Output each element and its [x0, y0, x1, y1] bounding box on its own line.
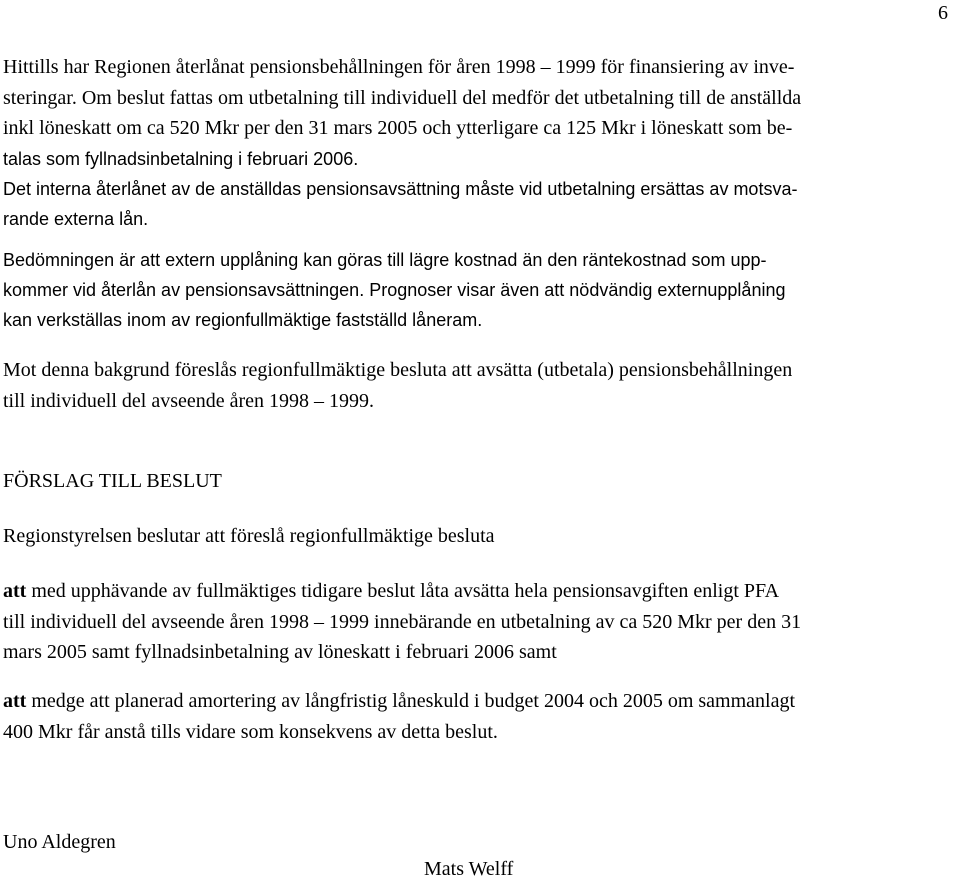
paragraph-financing [3, 52, 955, 234]
paragraph-assessment [3, 245, 955, 335]
clause-line: mars 2005 samt fyllnadsinbetalning av löneskatt i februari 2006 samt [3, 641, 557, 663]
page-number: 6 [938, 2, 948, 24]
paragraph-line: talas som fyllnadsinbetalning i februari 2006. [3, 148, 359, 169]
paragraph-line: Mot denna bakgrund föreslås regionfullmäktige besluta att avsätta (utbetala) pensionsbehållningen [3, 359, 793, 381]
decision-intro: Regionstyrelsen beslutar att föreslå regionfullmäktige besluta [3, 525, 495, 547]
paragraph-line: Bedömningen är att extern upplåning kan göras till lägre kostnad än den räntekostnad som upp- [3, 250, 767, 270]
clause-line: till individuell del avseende åren 1998 – 1999 innebärande en utbetalning av ca 520 Mkr per den 31 [3, 610, 802, 633]
paragraph-line: kan verkställas inom av regionfullmäktige fastställd låneram. [3, 310, 483, 330]
signature-second: Mats Welff [424, 858, 514, 880]
clause-text: med upphävande av fullmäktiges tidigare beslut låta avsätta hela pensionsavgiften enligt PFA [26, 580, 780, 602]
paragraph-background [3, 355, 955, 416]
paragraph-line: Hittills har Regionen återlånat pensionsbehållningen för åren 1998 – 1999 för finansiering av inve- [3, 56, 795, 78]
clause-text: medge att planerad amortering av långfristig låneskuld i budget 2004 och 2005 om sammanlagt [26, 690, 796, 712]
paragraph-line: till individuell del avseende åren 1998 – 1999. [3, 389, 375, 412]
paragraph-line: inkl löneskatt om ca 520 Mkr per den 31 mars 2005 och ytterligare ca 125 Mkr i löneskatt som be- [3, 117, 793, 139]
paragraph-line: rande externa lån. [3, 208, 149, 229]
signature-first: Uno Aldegren [3, 831, 116, 853]
paragraph-line: kommer vid återlån av pensionsavsättningen. Prognoser visar även att nödvändig externupplåning [3, 280, 786, 300]
clause-keyword: att [3, 690, 27, 712]
decision-clause-2 [3, 686, 955, 747]
clause-line: 400 Mkr får anstå tills vidare som konsekvens av detta beslut. [3, 720, 498, 743]
paragraph-line: Det interna återlånet av de anställdas pensionsavsättning måste vid utbetalning ersättas av motsva- [3, 178, 798, 199]
paragraph-line: steringar. Om beslut fattas om utbetalning till individuell del medför det utbetalning till de anställda [3, 86, 802, 109]
clause-first-line [3, 686, 955, 717]
section-heading: FÖRSLAG TILL BESLUT [3, 470, 222, 492]
clause-first-line [3, 576, 955, 607]
decision-clause-1 [3, 576, 955, 668]
clause-keyword: att [3, 580, 27, 602]
